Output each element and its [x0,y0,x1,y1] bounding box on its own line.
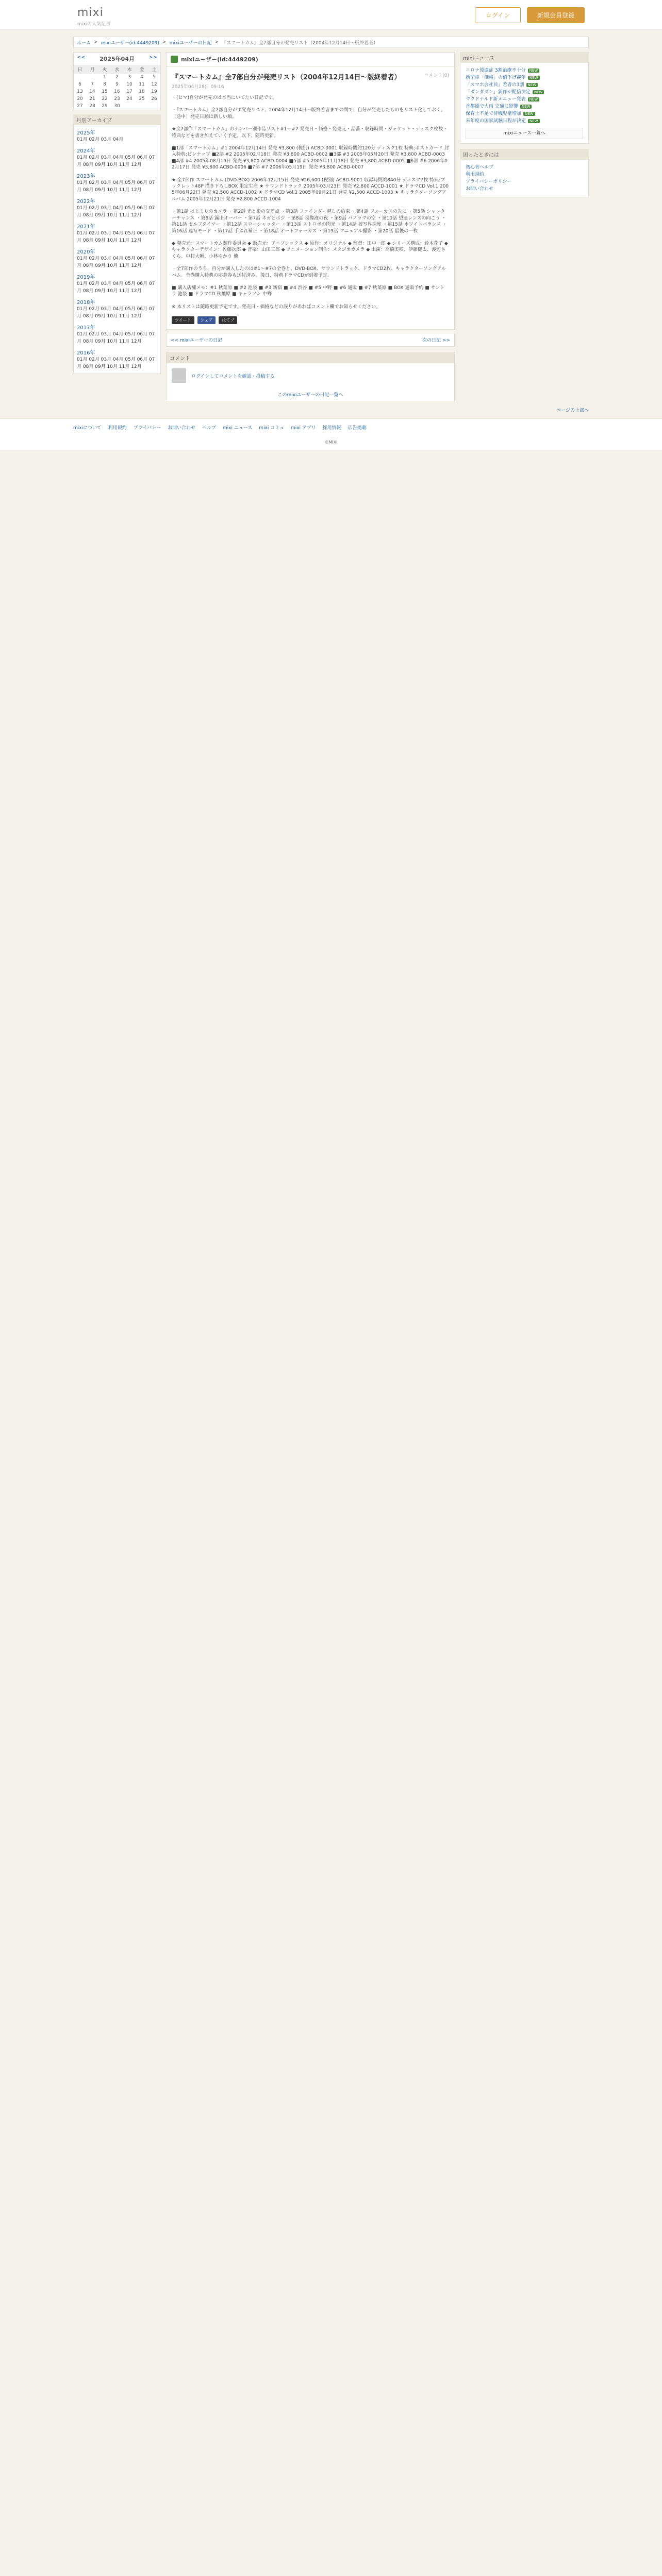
help-list [460,160,589,197]
dow-sun: 日 [74,65,86,74]
archive-months[interactable]: 01月 02月 03月 04月 05月 06月 07月 08月 09月 10月 11月 12月 [77,357,155,369]
body-paragraph: ・『スマートカム』全7部自分がず発売リスト、2004年12月14日～版終着者までの間で、自分が発売したものをリスト化しておく。〔途中〕発売日順は新しい順。 [172,108,446,120]
body-paragraph: ■ 購入店舗メモ：#1 秋葉原 ■ #2 池袋 ■ #3 新宿 ■ #4 渋谷 ■ #5 中野 ■ #6 通販 ■ #7 秋葉原 ■ BOX 通販予約 ■ サントラ 池袋 ■ ドラマCD 秋葉原 ■ キャラソン 中野 [172,285,445,297]
calendar-week [74,95,160,103]
main-content [166,52,455,401]
body-paragraph: ※ 本リストは随時更新予定です。発売日・価格などの誤りがあればコメント欄でお知らせください。 [172,304,381,310]
avatar [172,368,186,383]
site-header [0,0,662,29]
calendar-day[interactable]: 17 [126,89,133,94]
archive-year[interactable]: 2018年 [77,300,95,306]
calendar-day[interactable]: 26 [151,96,157,101]
news-more-button[interactable]: mixiニュース一覧へ [466,128,583,139]
footer-link[interactable]: プライバシー [133,426,161,431]
to-top-link[interactable]: ページの上部へ [556,408,589,414]
new-badge: NEW [526,83,538,87]
dow-wed: 水 [111,65,123,74]
calendar-day[interactable]: 25 [139,96,145,101]
calendar-day [148,103,160,110]
calendar-day[interactable]: 28 [89,104,95,109]
new-badge: NEW [528,76,540,80]
calendar-week [74,88,160,95]
new-badge: NEW [528,97,540,101]
comment-count[interactable]: コメント(0) [424,73,449,78]
calendar-day[interactable]: 11 [139,82,145,87]
archive-year[interactable]: 2016年 [77,350,95,356]
calendar-day [86,74,98,81]
new-badge: NEW [533,90,544,94]
calendar-day[interactable]: 13 [77,89,83,94]
footer-link[interactable]: mixi アプリ [290,426,316,431]
next-diary-link[interactable]: 次の日記 >> [422,338,450,344]
archive-months[interactable]: 01月 02月 03月 04月 05月 06月 07月 08月 09月 10月 11月 12月 [77,307,155,319]
calendar-day [136,103,148,110]
calendar-day[interactable]: 16 [114,89,120,94]
calendar-week [74,81,160,88]
archive-year[interactable]: 2025年 [77,130,95,136]
dow-sat: 土 [148,65,160,74]
news-item[interactable]: 「スマホ会社員」若者の3割 NEW [466,81,583,89]
tweet-button[interactable]: ツイート [172,316,194,324]
dow-mon: 月 [86,65,98,74]
body-paragraph: ★全7部作「スマートカム」のナンバー別作品リスト#1～#7 発売日・価格・発売元・品番・収録時間・ジャケット・ディスク枚数・特典などを書き加えていく予定。以下、随時更新。 [172,127,448,139]
calendar-day[interactable]: 5 [153,75,156,80]
calendar-day[interactable]: 29 [102,104,108,109]
body-paragraph: ・第1話 はじまりのカメラ ・第2話 光と影の交差点 ・第3話 ファインダー越しの約束 ・第4話 フォーカスの先に ・第5話 シャッターチャンス ・第6話 露出オーバー ・第7話 ネガとポジ ・第8話 現像液の夜 ・第9話 パノラマの空 ・第10話 望遠レンズの向こう ・第11話 セルフタイマー ・第12話 スローシャッター ・第13話 ストロボの閃光 ・第14話 被写界深度 ・第15話 ホワイトバランス ・第16話 連写モード ・第17話 手ぶれ補正 ・第18話 オートフォーカス ・第19話 マニュアル撮影 ・第20話 最後の一枚 [172,209,447,234]
calendar-day[interactable]: 10 [126,82,133,87]
site-footer [0,418,662,450]
archive-months[interactable]: 01月 02月 03月 04月 05月 06月 07月 08月 09月 10月 11月 12月 [77,332,155,344]
archive-year[interactable]: 2019年 [77,275,95,280]
logo-subtitle: mixiの人気記事 [77,22,111,27]
calendar-day[interactable]: 18 [139,89,145,94]
user-header [166,52,455,66]
share-buttons [172,316,449,324]
dow-thu: 木 [123,65,136,74]
diary-article [166,66,455,330]
archive-year[interactable]: 2022年 [77,199,95,205]
dow-fri: 金 [136,65,148,74]
comment-title: コメント [167,352,454,363]
new-badge: NEW [528,69,540,73]
comment-login-row [167,363,454,388]
archive-year[interactable]: 2024年 [77,148,95,154]
diary-list-link-wrap [167,388,454,401]
breadcrumb-current: 『スマートカム』全7部自分が発売リスト（2004年12月14日～版終着者） [222,40,378,46]
calendar-day[interactable]: 2 [115,75,119,80]
footer-link[interactable]: mixi コミュ [259,426,285,431]
calendar-day[interactable]: 20 [77,96,83,101]
calendar-day [74,74,86,81]
archive-months[interactable]: 01月 02月 03月 04月 05月 06月 07月 08月 09月 10月 11月 12月 [77,281,155,294]
prev-diary-link[interactable]: << mixiユーザーの日記 [171,338,223,344]
right-sidebar [460,52,589,197]
help-link[interactable]: お問い合わせ [466,187,494,192]
footer-link[interactable]: mixiについて [73,426,102,431]
new-badge: NEW [523,112,535,116]
help-link[interactable]: プライバシーポリシー [466,179,512,184]
news-item[interactable]: 「ダンダダン」新作が配信決定 NEW [466,89,583,96]
calendar-week [74,74,160,81]
header-actions [475,7,585,23]
calendar-day [123,103,136,110]
help-link[interactable]: 初心者ヘルプ [466,165,494,170]
archive-months[interactable]: 01月 02月 03月 04月 05月 06月 07月 08月 09月 10月 11月 12月 [77,231,155,243]
archive-year[interactable]: 2021年 [77,224,95,230]
calendar-day[interactable]: 1 [103,75,106,80]
dow-tue: 火 [98,65,111,74]
news-item[interactable]: 来年度の国家試験日程が決定 NEW [466,117,583,125]
article-body [172,95,449,310]
archive-year[interactable]: 2020年 [77,249,95,255]
archive-title: 月別アーカイブ [73,114,161,125]
news-item[interactable]: 保育士不足で待機児童増加 NEW [466,110,583,117]
calendar-day[interactable]: 15 [102,89,108,94]
calendar-day[interactable]: 4 [140,75,143,80]
left-sidebar [73,52,161,374]
calendar-day[interactable]: 14 [89,89,95,94]
news-list [460,63,589,144]
calendar-next[interactable]: >> [148,55,157,60]
calendar-day[interactable]: 8 [103,82,106,87]
archive-months[interactable]: 01月 02月 03月 04月 05月 06月 07月 08月 09月 10月 11月 12月 [77,155,155,167]
footer-link[interactable]: mixi ニュース [222,426,253,431]
calendar-day[interactable]: 6 [78,82,81,87]
logo-text[interactable]: mixi [77,6,104,19]
article-date: 2025年04月28日 09:16 [172,84,224,90]
calendar-prev[interactable]: << [77,55,86,60]
help-link[interactable]: 利用規約 [466,172,485,177]
archive-months[interactable]: 01月 02月 03月 04月 05月 06月 07月 08月 09月 10月 11月 12月 [77,206,155,218]
calendar-day[interactable]: 24 [126,96,133,101]
logo[interactable] [77,6,110,27]
article-nav [166,333,455,347]
news-title: mixiニュース [460,52,589,63]
news-item[interactable]: コロナ後遺症 3割治療不十分 NEW [466,67,583,74]
body-paragraph: ・(ヒマ)自分が発売のは本当にいてたい日記です。 [172,95,277,100]
calendar-day[interactable]: 7 [91,82,94,87]
calendar-day[interactable]: 21 [89,96,95,101]
calendar [73,52,161,110]
hatebu-button[interactable]: はてブ [219,316,237,324]
calendar-month: 2025年04月 [100,56,135,62]
archive-list [73,125,161,374]
breadcrumb: ホーム > mixiユーザー(id:4449209) > mixiユーザーの日記 > 『スマートカム』全7部自分が発売リスト（2004年12月14日～版終着者） [73,37,589,48]
signup-button[interactable]: 新規会員登録 [527,7,585,23]
calendar-grid [74,65,160,110]
user-name[interactable]: mixiユーザー(id:4449209) [181,56,258,63]
diary-list-link[interactable]: このmixiユーザーの日記一覧へ [277,393,343,398]
archive-year[interactable]: 2023年 [77,174,95,179]
body-paragraph: ◆ 発売元：スマートカム製作委員会 ◆ 販売元：アニプレックス ◆ 原作：オリジナル ◆ 監督：田中一郎 ◆ シリーズ構成：鈴木花子 ◆ キャラクターデザイン：佐藤次郎 ◆ 音楽：山田三郎 ◆ アニメーション制作：スタジオカメラ ◆ 出演：高橋美咲、伊藤健太、渡辺さくら、中村大輔、小林ゆかり 他 [172,241,448,259]
login-button[interactable]: ログイン [475,7,521,23]
footer-links [73,424,589,431]
calendar-day[interactable]: 27 [77,104,83,109]
footer-link[interactable]: 広告掲載 [347,426,367,431]
archive-year[interactable]: 2017年 [77,325,95,331]
help-title: 困ったときには [460,149,589,160]
news-item[interactable]: 新型車「価格」の値下げ競争 NEW [466,74,583,81]
article-title: 『スマートカム』全7部自分が発売リスト（2004年12月14日～版終着者） [172,74,401,81]
share-button[interactable]: シェア [197,316,216,324]
user-icon [171,56,178,63]
breadcrumb-home[interactable]: ホーム [77,40,91,46]
calendar-day[interactable]: 22 [102,96,108,101]
comment-login-link[interactable]: ログインしてコメントを確認・投稿する [191,374,275,379]
new-badge: NEW [528,119,540,123]
archive-months[interactable]: 01月 02月 03月 04月 05月 06月 07月 08月 09月 10月 11月 12月 [77,180,155,193]
calendar-week [74,103,160,110]
calendar-day[interactable]: 30 [114,104,120,109]
calendar-day[interactable]: 12 [151,82,157,87]
news-item[interactable]: マクドナルド新メニュー発表 NEW [466,96,583,103]
breadcrumb-diary[interactable]: mixiユーザーの日記 [169,40,212,46]
footer-link[interactable]: 利用規約 [108,426,127,431]
body-paragraph: ・全7部作のうち、自分が購入したのは#1～#7の全巻と、DVD-BOX、サウンドトラック、ドラマCD2枚、キャラクターソングアルバム。全巻購入特典の応募券も送付済み。後日、特典ドラマCDが到着予定。 [172,266,446,278]
copyright: ©MIXI [324,440,338,445]
body-paragraph: ★ 全7部作 スマートカム (DVD-BOX) 2006年12月15日 発売 ¥26,600 (税別) ACBD-9001 収録時間約840分 ディスク7枚 特典:ブックレット48P 描き下ろしBOX 限定生産 ★ サウンドトラック 2005年03月23日 発売 ¥2,800 ACCD-1001 ★ ドラマCD Vol.1 2005年06月22日 発売 ¥2,500 ACCD-1002 ★ ドラマCD Vol.2 2005年09月21日 発売 ¥2,500 ACCD-1003 ★ キャラクターソングアルバム 2005年12月21日 発売 ¥2,800 ACCD-1004 [172,177,449,202]
footer-link[interactable]: 採用情報 [322,426,341,431]
calendar-day[interactable]: 3 [128,75,131,80]
footer-link[interactable]: お問い合わせ [168,426,196,431]
comment-section [166,352,455,401]
calendar-day[interactable]: 23 [114,96,120,101]
footer-link[interactable]: ヘルプ [202,426,217,431]
new-badge: NEW [520,105,532,109]
breadcrumb-user[interactable]: mixiユーザー(id:4449209) [101,40,160,46]
body-paragraph: ■1部「スマートカム」#1 2004年12月14日 発売 ¥3,800 (税別) ACBD-0001 収録時間約120分 ディスク1枚 特典:ポストカード 封入特典:ピンナップ ■2部 #2 2005年02月18日 発売 ¥3,800 ACBD-0002 ■3部 #3 2005年05月20日 発売 ¥3,800 ACBD-0003 ■4部 #4 2005年08月19日 発売 ¥3,800 ACBD-0004 ■5部 #5 2005年11月18日 発売 ¥3,800 ACBD-0005 ■6部 #6 2006年02月17日 発売 ¥3,800 ACBD-0006 ■7部 #7 2006年05月19日 発売 ¥3,800 ACBD-0007 [172,146,449,171]
news-item[interactable]: 首都圏で大雨 交通に影響 NEW [466,103,583,110]
archive-months[interactable]: 01月 02月 03月 04月 [77,137,124,142]
archive-months[interactable]: 01月 02月 03月 04月 05月 06月 07月 08月 09月 10月 11月 12月 [77,256,155,268]
calendar-day[interactable]: 19 [151,89,157,94]
calendar-day[interactable]: 9 [115,82,119,87]
